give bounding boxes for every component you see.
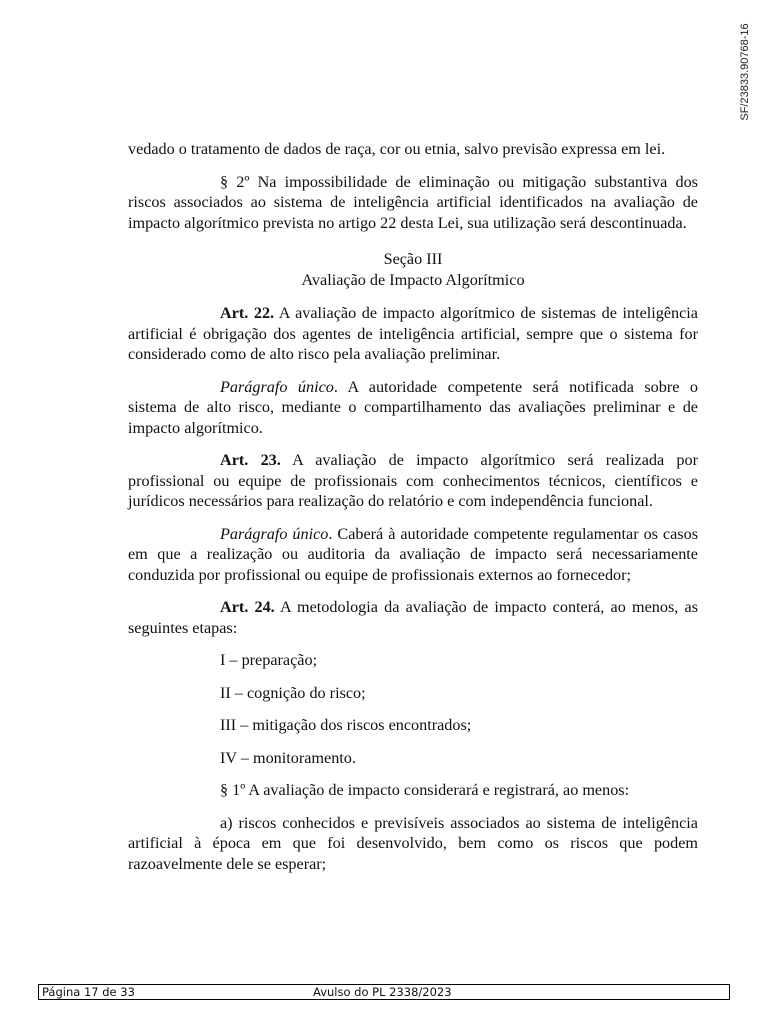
section-number: Seção III [383,250,443,268]
article-22-text: A avaliação de impacto algorítmico de sistemas de inteligência artificial é obrigação dos agentes de inteligência artificial, sempre que o sistema for considerado como de alto risco pela avaliação preliminar. [128,304,698,363]
article-23-paragraph-label: Parágrafo único [220,524,329,543]
article-23-text: A avaliação de impacto algorítmico será realizada por profissional ou equipe de profissionais com conhecimentos técnicos, científicos e jurídicos necessários para realização do relatório e com independência funcional. [128,451,699,510]
list-item: IV – monitoramento. [220,748,356,767]
article-24-text: A metodologia da avaliação de impacto conterá, ao menos, as seguintes etapas: [128,598,698,637]
document-code-text: SF/23833.90768-16 [739,23,751,121]
article-23-label: Art. 23. [220,451,281,469]
article-23 [128,450,698,512]
document-code [738,20,752,124]
paragraph-section-2: § 2º Na impossibilidade de eliminação ou mitigação substantiva dos riscos associados ao sistema de inteligência artificial identificados na avaliação de impacto algorítmico prevista no artigo 22 desta Lei, sua utilização será descontinuada. [128,172,698,232]
avulso-label: Avulso do PL 2338/2023 [313,985,452,999]
list-item: I – preparação; [220,651,318,669]
article-22-paragraph [128,377,698,439]
article-24-paragraph-1: § 1º A avaliação de impacto considerará e registrará, ao menos: [220,781,630,799]
article-23-paragraph [128,524,698,586]
list-item: II – cognição do risco; [220,683,366,702]
article-24 [128,597,698,638]
article-22-label: Art. 22. [220,304,275,322]
document-body [128,139,698,886]
section-heading [128,249,698,291]
article-22 [128,303,698,365]
paragraph-continuation: vedado o tratamento de dados de raça, cor ou etnia, salvo previsão expressa em lei. [128,140,666,158]
page-footer [38,984,730,1000]
section-title: Avaliação de Impacto Algorítmico [301,271,525,289]
article-24-label: Art. 24. [220,598,275,616]
article-22-paragraph-label: Parágrafo único [220,377,334,396]
list-item: III – mitigação dos riscos encontrados; [220,716,472,734]
article-23-paragraph-text: . Caberá à autoridade competente regulamentar os casos em que a realização ou auditoria da avaliação de impacto será necessariamente conduzida por profissional ou equipe de profissionais externos ao fornecedor; [128,524,698,584]
article-24-item-a: a) riscos conhecidos e previsíveis associados ao sistema de inteligência artificial à época em que foi desenvolvido, bem como os riscos que podem razoavelmente dele se esperar; [128,813,698,873]
article-22-paragraph-text: . A autoridade competente será notificada sobre o sistema de alto risco, mediante o compartilhamento das avaliações preliminar e de impacto algorítmico. [128,377,698,437]
page-number: Página 17 de 33 [42,985,135,999]
